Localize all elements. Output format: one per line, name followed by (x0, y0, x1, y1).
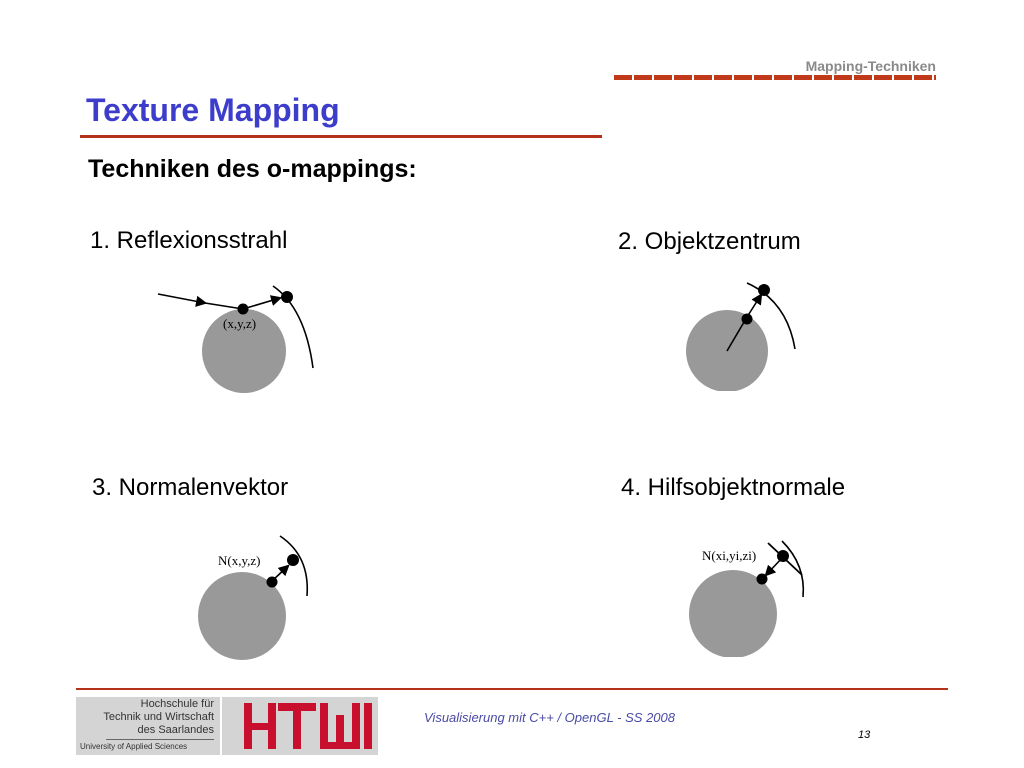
outer-surface-arc (782, 541, 803, 597)
item-4-label: 4. Hilfsobjektnormale (621, 474, 846, 501)
intersection-point (287, 554, 299, 566)
diagram-normal-vector (170, 534, 312, 662)
diagram-reflection-ray (155, 276, 320, 416)
slide-subtitle: Techniken des o-mappings: (88, 155, 417, 183)
item-1-label: 1. Reflexionsstrahl (90, 227, 288, 254)
logo-separator (106, 739, 214, 740)
item-3-label: 3. Normalenvektor (92, 474, 289, 501)
intersection-point (758, 284, 770, 296)
reflected-ray (243, 298, 280, 309)
diagram-3-label: N(x,y,z) (218, 553, 261, 568)
logo-line-2: Technik und Wirtschaft (103, 711, 214, 723)
slide-title: Texture Mapping (86, 92, 340, 128)
diagram-4-label: N(xi,yi,zi) (702, 548, 757, 563)
course-title: Visualisierung mit C++ / OpenGL - SS 2008 (424, 710, 675, 725)
diagram-auxiliary-object-normal (682, 537, 808, 657)
logo-line-1: Hochschule für (140, 698, 214, 710)
surface-point (267, 577, 278, 588)
outer-surface-arc (280, 536, 307, 596)
surface-point (742, 314, 753, 325)
htw-logo (222, 697, 378, 760)
auxiliary-point (777, 550, 789, 562)
page-number: 13 (858, 729, 871, 741)
university-logo-text (76, 697, 220, 755)
surface-point (757, 574, 768, 585)
title-underline (80, 135, 602, 138)
incoming-ray-end (205, 303, 243, 309)
incoming-ray (158, 294, 205, 303)
footer-rule (76, 688, 948, 690)
logo-line-4: University of Applied Sciences (80, 742, 188, 751)
intersection-point (281, 291, 293, 303)
diagram-object-center (677, 279, 802, 391)
logo-line-3: des Saarlandes (137, 724, 214, 736)
section-tag: Mapping-Techniken (805, 58, 936, 74)
center-ray-outer (747, 295, 761, 317)
surface-point (238, 304, 249, 315)
item-2-label: 2. Objektzentrum (618, 228, 801, 255)
header-rule (614, 75, 936, 80)
diagram-1-label: (x,y,z) (223, 316, 257, 331)
